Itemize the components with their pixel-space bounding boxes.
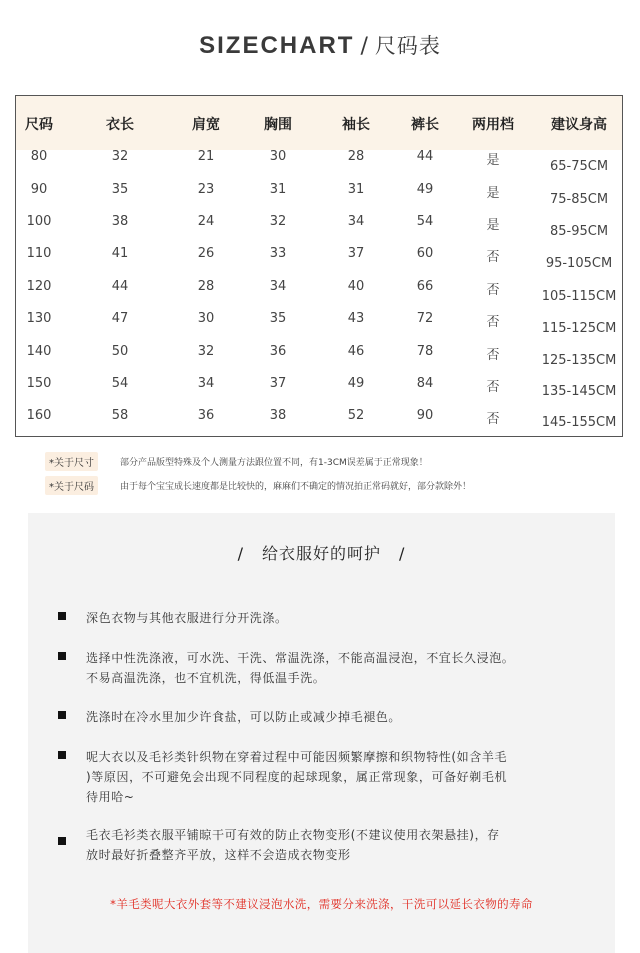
table-cell: 30 bbox=[269, 149, 287, 164]
care-title-slash-right: / bbox=[399, 544, 406, 563]
size-chart-table bbox=[15, 95, 623, 437]
care-warning: *羊毛类呢大衣外套等不建议浸泡水洗，需要分来洗涤，干洗可以延长衣物的寿命 bbox=[110, 897, 533, 911]
table-cell: 37 bbox=[269, 376, 287, 391]
column-header: 肩宽 bbox=[192, 117, 220, 133]
table-cell: 110 bbox=[26, 246, 52, 261]
care-item-line: 毛衣毛衫类衣服平铺晾干可有效的防止衣物变形(不建议使用衣架悬挂)，存 bbox=[86, 828, 500, 842]
table-cell: 135-145CM bbox=[541, 384, 617, 399]
note-tag: *关于尺码 bbox=[45, 476, 98, 495]
care-item-text bbox=[86, 608, 596, 628]
table-cell: 是 bbox=[486, 218, 500, 233]
table-cell: 49 bbox=[416, 182, 434, 197]
note-text: 由于每个宝宝成长速度都是比较快的，麻麻们不确定的情况拍正常码就好，部分款除外！ bbox=[120, 482, 472, 492]
table-cell: 否 bbox=[486, 380, 500, 395]
table-cell: 31 bbox=[269, 182, 287, 197]
table-cell: 105-115CM bbox=[541, 289, 617, 304]
table-cell: 78 bbox=[416, 344, 434, 359]
table-cell: 125-135CM bbox=[541, 353, 617, 368]
note-text: 部分产品版型特殊及个人测量方法跟位置不同，有1-3CM误差属于正常现象！ bbox=[120, 458, 428, 468]
table-cell: 72 bbox=[416, 311, 434, 326]
care-item-line: 不易高温洗涤，也不宜机洗，得低温手洗。 bbox=[86, 671, 326, 685]
table-cell: 是 bbox=[486, 186, 500, 201]
table-cell: 54 bbox=[111, 376, 129, 391]
table-cell: 50 bbox=[111, 344, 129, 359]
table-cell: 38 bbox=[111, 214, 129, 229]
title-separator: / bbox=[360, 34, 369, 59]
page-title bbox=[0, 30, 640, 60]
care-item-line: )等原因，不可避免会出现不同程度的起球现象，属正常现象，可备好剃毛机 bbox=[86, 770, 508, 784]
table-cell: 84 bbox=[416, 376, 434, 391]
table-cell: 是 bbox=[486, 153, 500, 168]
table-cell: 33 bbox=[269, 246, 287, 261]
care-item-line: 放时最好折叠整齐平放，这样不会造成衣物变形 bbox=[86, 848, 351, 862]
table-cell: 160 bbox=[26, 408, 52, 423]
table-cell: 否 bbox=[486, 283, 500, 298]
table-cell: 40 bbox=[347, 279, 365, 294]
table-cell: 26 bbox=[197, 246, 215, 261]
column-header: 胸围 bbox=[264, 117, 292, 133]
care-item-line: 洗涤时在冷水里加少许食盐，可以防止或减少掉毛褪色。 bbox=[86, 710, 402, 724]
bullet-square-icon bbox=[58, 612, 66, 620]
care-item-text bbox=[86, 648, 596, 688]
care-title-text: 给衣服好的呵护 bbox=[261, 544, 381, 563]
table-cell: 95-105CM bbox=[545, 256, 613, 271]
care-section bbox=[28, 513, 615, 953]
care-item-line: 深色衣物与其他衣服进行分开洗涤。 bbox=[86, 611, 288, 625]
table-cell: 38 bbox=[269, 408, 287, 423]
table-cell: 否 bbox=[486, 250, 500, 265]
table-cell: 41 bbox=[111, 246, 129, 261]
table-cell: 23 bbox=[197, 182, 215, 197]
bullet-square-icon bbox=[58, 837, 66, 845]
column-header: 裤长 bbox=[411, 117, 439, 133]
bullet-square-icon bbox=[58, 711, 66, 719]
table-cell: 21 bbox=[197, 149, 215, 164]
table-cell: 否 bbox=[486, 348, 500, 363]
table-cell: 66 bbox=[416, 279, 434, 294]
note-tag: *关于尺寸 bbox=[45, 452, 98, 471]
note-row bbox=[45, 452, 605, 476]
size-notes bbox=[45, 452, 605, 500]
title-english: SIZECHART bbox=[199, 32, 355, 59]
table-header-row bbox=[16, 96, 622, 150]
column-header: 两用档 bbox=[472, 117, 514, 133]
table-cell: 34 bbox=[269, 279, 287, 294]
table-cell: 35 bbox=[111, 182, 129, 197]
table-cell: 52 bbox=[347, 408, 365, 423]
table-cell: 90 bbox=[416, 408, 434, 423]
table-cell: 65-75CM bbox=[549, 159, 609, 174]
table-cell: 44 bbox=[111, 279, 129, 294]
column-header: 袖长 bbox=[342, 117, 370, 133]
table-cell: 否 bbox=[486, 412, 500, 427]
care-item-text bbox=[86, 747, 596, 807]
table-cell: 37 bbox=[347, 246, 365, 261]
table-cell: 34 bbox=[197, 376, 215, 391]
note-row bbox=[45, 476, 605, 500]
table-cell: 145-155CM bbox=[541, 415, 617, 430]
care-title-slash-left: / bbox=[237, 544, 244, 563]
table-cell: 80 bbox=[30, 149, 48, 164]
care-title bbox=[28, 541, 615, 564]
table-cell: 60 bbox=[416, 246, 434, 261]
table-cell: 30 bbox=[197, 311, 215, 326]
column-header: 尺码 bbox=[25, 117, 53, 133]
table-cell: 54 bbox=[416, 214, 434, 229]
care-item-line: 呢大衣以及毛衫类针织物在穿着过程中可能因频繁摩擦和织物特性(如含羊毛 bbox=[86, 750, 508, 764]
column-header: 衣长 bbox=[106, 117, 134, 133]
care-item-line: 待用哈~ bbox=[86, 790, 135, 804]
table-cell: 49 bbox=[347, 376, 365, 391]
title-chinese: 尺码表 bbox=[374, 34, 441, 58]
table-cell: 46 bbox=[347, 344, 365, 359]
table-cell: 24 bbox=[197, 214, 215, 229]
bullet-square-icon bbox=[58, 652, 66, 660]
table-cell: 44 bbox=[416, 149, 434, 164]
table-cell: 43 bbox=[347, 311, 365, 326]
table-cell: 115-125CM bbox=[541, 321, 617, 336]
table-cell: 32 bbox=[197, 344, 215, 359]
table-cell: 58 bbox=[111, 408, 129, 423]
table-cell: 47 bbox=[111, 311, 129, 326]
table-cell: 34 bbox=[347, 214, 365, 229]
care-item-line: 选择中性洗涤液，可水洗、干洗、常温洗涤，不能高温浸泡，不宜长久浸泡。 bbox=[86, 651, 515, 665]
table-cell: 28 bbox=[197, 279, 215, 294]
table-cell: 35 bbox=[269, 311, 287, 326]
bullet-square-icon bbox=[58, 751, 66, 759]
table-cell: 28 bbox=[347, 149, 365, 164]
table-cell: 90 bbox=[30, 182, 48, 197]
care-item-text bbox=[86, 707, 596, 727]
table-cell: 32 bbox=[269, 214, 287, 229]
table-cell: 150 bbox=[26, 376, 52, 391]
column-header: 建议身高 bbox=[551, 117, 607, 133]
table-cell: 85-95CM bbox=[549, 224, 609, 239]
table-cell: 36 bbox=[269, 344, 287, 359]
table-cell: 31 bbox=[347, 182, 365, 197]
table-cell: 75-85CM bbox=[549, 192, 609, 207]
table-cell: 100 bbox=[26, 214, 52, 229]
table-cell: 130 bbox=[26, 311, 52, 326]
table-cell: 36 bbox=[197, 408, 215, 423]
table-cell: 120 bbox=[26, 279, 52, 294]
care-item-text bbox=[86, 825, 596, 865]
table-cell: 32 bbox=[111, 149, 129, 164]
table-cell: 140 bbox=[26, 344, 52, 359]
table-cell: 否 bbox=[486, 315, 500, 330]
